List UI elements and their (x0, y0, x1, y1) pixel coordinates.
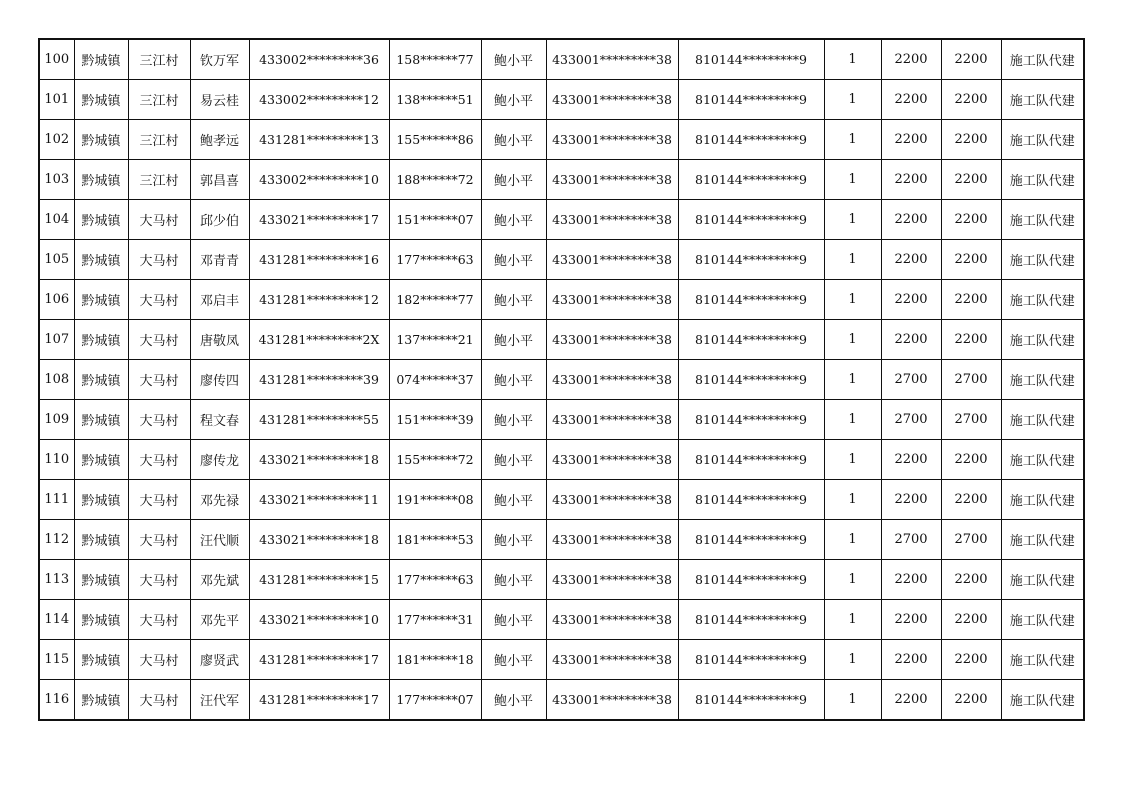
name-cell: 邓启丰 (190, 280, 249, 320)
construction-mode-cell: 施工队代建 (1001, 80, 1084, 120)
builder-name-cell: 鲍小平 (481, 640, 546, 680)
construction-mode-cell: 施工队代建 (1001, 600, 1084, 640)
village-cell: 大马村 (128, 640, 190, 680)
subsidy-amount-cell: 2200 (881, 440, 941, 480)
table-row (39, 240, 1084, 280)
construction-mode-cell: 施工队代建 (1001, 360, 1084, 400)
id-number-cell: 433002*********36 (249, 39, 389, 80)
phone-cell: 182******77 (389, 280, 481, 320)
village-cell: 大马村 (128, 680, 190, 721)
account-cell: 810144*********9 (678, 560, 824, 600)
builder-id-cell: 433001*********38 (546, 280, 678, 320)
data-table (38, 38, 1085, 721)
builder-name-cell: 鲍小平 (481, 280, 546, 320)
account-cell: 810144*********9 (678, 80, 824, 120)
builder-name-cell: 鲍小平 (481, 360, 546, 400)
builder-name-cell: 鲍小平 (481, 600, 546, 640)
account-cell: 810144*********9 (678, 400, 824, 440)
phone-cell: 158******77 (389, 39, 481, 80)
account-cell: 810144*********9 (678, 520, 824, 560)
seq-cell: 116 (39, 680, 74, 721)
id-number-cell: 431281*********17 (249, 680, 389, 721)
name-cell: 汪代军 (190, 680, 249, 721)
builder-name-cell: 鲍小平 (481, 200, 546, 240)
town-cell: 黔城镇 (74, 640, 128, 680)
subsidy-amount-cell: 2200 (881, 39, 941, 80)
id-number-cell: 431281*********55 (249, 400, 389, 440)
table-row (39, 200, 1084, 240)
name-cell: 邓先禄 (190, 480, 249, 520)
quantity-cell: 1 (824, 360, 881, 400)
builder-name-cell: 鲍小平 (481, 520, 546, 560)
builder-id-cell: 433001*********38 (546, 480, 678, 520)
construction-mode-cell: 施工队代建 (1001, 39, 1084, 80)
village-cell: 大马村 (128, 200, 190, 240)
total-amount-cell: 2200 (941, 160, 1001, 200)
total-amount-cell: 2700 (941, 400, 1001, 440)
phone-cell: 177******63 (389, 240, 481, 280)
village-cell: 三江村 (128, 120, 190, 160)
total-amount-cell: 2200 (941, 480, 1001, 520)
subsidy-amount-cell: 2200 (881, 560, 941, 600)
phone-cell: 191******08 (389, 480, 481, 520)
construction-mode-cell: 施工队代建 (1001, 280, 1084, 320)
id-number-cell: 433021*********10 (249, 600, 389, 640)
quantity-cell: 1 (824, 200, 881, 240)
seq-cell: 111 (39, 480, 74, 520)
builder-name-cell: 鲍小平 (481, 320, 546, 360)
id-number-cell: 431281*********12 (249, 280, 389, 320)
seq-cell: 102 (39, 120, 74, 160)
phone-cell: 074******37 (389, 360, 481, 400)
quantity-cell: 1 (824, 560, 881, 600)
phone-cell: 138******51 (389, 80, 481, 120)
quantity-cell: 1 (824, 80, 881, 120)
phone-cell: 155******86 (389, 120, 481, 160)
town-cell: 黔城镇 (74, 480, 128, 520)
name-cell: 郭昌喜 (190, 160, 249, 200)
construction-mode-cell: 施工队代建 (1001, 520, 1084, 560)
phone-cell: 137******21 (389, 320, 481, 360)
construction-mode-cell: 施工队代建 (1001, 440, 1084, 480)
builder-id-cell: 433001*********38 (546, 160, 678, 200)
total-amount-cell: 2700 (941, 520, 1001, 560)
construction-mode-cell: 施工队代建 (1001, 480, 1084, 520)
builder-id-cell: 433001*********38 (546, 640, 678, 680)
builder-name-cell: 鲍小平 (481, 160, 546, 200)
quantity-cell: 1 (824, 280, 881, 320)
construction-mode-cell: 施工队代建 (1001, 400, 1084, 440)
account-cell: 810144*********9 (678, 360, 824, 400)
phone-cell: 177******31 (389, 600, 481, 640)
account-cell: 810144*********9 (678, 120, 824, 160)
account-cell: 810144*********9 (678, 440, 824, 480)
builder-id-cell: 433001*********38 (546, 360, 678, 400)
total-amount-cell: 2200 (941, 680, 1001, 721)
name-cell: 邓青青 (190, 240, 249, 280)
seq-cell: 103 (39, 160, 74, 200)
subsidy-amount-cell: 2200 (881, 480, 941, 520)
subsidy-amount-cell: 2200 (881, 640, 941, 680)
name-cell: 邓先平 (190, 600, 249, 640)
construction-mode-cell: 施工队代建 (1001, 560, 1084, 600)
subsidy-amount-cell: 2200 (881, 600, 941, 640)
quantity-cell: 1 (824, 680, 881, 721)
town-cell: 黔城镇 (74, 560, 128, 600)
phone-cell: 155******72 (389, 440, 481, 480)
quantity-cell: 1 (824, 640, 881, 680)
account-cell: 810144*********9 (678, 39, 824, 80)
builder-id-cell: 433001*********38 (546, 400, 678, 440)
seq-cell: 100 (39, 39, 74, 80)
quantity-cell: 1 (824, 120, 881, 160)
account-cell: 810144*********9 (678, 640, 824, 680)
document-sheet (38, 38, 1083, 721)
id-number-cell: 431281*********15 (249, 560, 389, 600)
seq-cell: 109 (39, 400, 74, 440)
total-amount-cell: 2200 (941, 280, 1001, 320)
subsidy-amount-cell: 2200 (881, 240, 941, 280)
town-cell: 黔城镇 (74, 160, 128, 200)
town-cell: 黔城镇 (74, 120, 128, 160)
id-number-cell: 433002*********12 (249, 80, 389, 120)
total-amount-cell: 2200 (941, 600, 1001, 640)
seq-cell: 108 (39, 360, 74, 400)
seq-cell: 105 (39, 240, 74, 280)
table-row (39, 400, 1084, 440)
table-row (39, 80, 1084, 120)
village-cell: 大马村 (128, 480, 190, 520)
town-cell: 黔城镇 (74, 280, 128, 320)
seq-cell: 112 (39, 520, 74, 560)
id-number-cell: 433021*********18 (249, 520, 389, 560)
builder-id-cell: 433001*********38 (546, 440, 678, 480)
table-row (39, 440, 1084, 480)
quantity-cell: 1 (824, 600, 881, 640)
subsidy-amount-cell: 2200 (881, 120, 941, 160)
table-row (39, 680, 1084, 721)
seq-cell: 106 (39, 280, 74, 320)
builder-name-cell: 鲍小平 (481, 440, 546, 480)
subsidy-amount-cell: 2200 (881, 200, 941, 240)
subsidy-amount-cell: 2200 (881, 280, 941, 320)
village-cell: 大马村 (128, 320, 190, 360)
seq-cell: 115 (39, 640, 74, 680)
name-cell: 易云桂 (190, 80, 249, 120)
name-cell: 邓先斌 (190, 560, 249, 600)
table-row (39, 520, 1084, 560)
construction-mode-cell: 施工队代建 (1001, 680, 1084, 721)
table-row (39, 560, 1084, 600)
account-cell: 810144*********9 (678, 240, 824, 280)
builder-id-cell: 433001*********38 (546, 600, 678, 640)
town-cell: 黔城镇 (74, 80, 128, 120)
account-cell: 810144*********9 (678, 320, 824, 360)
village-cell: 大马村 (128, 440, 190, 480)
id-number-cell: 431281*********17 (249, 640, 389, 680)
account-cell: 810144*********9 (678, 200, 824, 240)
village-cell: 大马村 (128, 240, 190, 280)
quantity-cell: 1 (824, 39, 881, 80)
construction-mode-cell: 施工队代建 (1001, 320, 1084, 360)
total-amount-cell: 2200 (941, 320, 1001, 360)
seq-cell: 101 (39, 80, 74, 120)
phone-cell: 188******72 (389, 160, 481, 200)
subsidy-amount-cell: 2200 (881, 160, 941, 200)
subsidy-amount-cell: 2200 (881, 80, 941, 120)
construction-mode-cell: 施工队代建 (1001, 640, 1084, 680)
town-cell: 黔城镇 (74, 360, 128, 400)
construction-mode-cell: 施工队代建 (1001, 200, 1084, 240)
builder-id-cell: 433001*********38 (546, 320, 678, 360)
total-amount-cell: 2700 (941, 360, 1001, 400)
builder-id-cell: 433001*********38 (546, 240, 678, 280)
total-amount-cell: 2200 (941, 640, 1001, 680)
phone-cell: 151******07 (389, 200, 481, 240)
table-row (39, 320, 1084, 360)
id-number-cell: 431281*********2X (249, 320, 389, 360)
table-body (39, 39, 1084, 720)
builder-id-cell: 433001*********38 (546, 200, 678, 240)
quantity-cell: 1 (824, 440, 881, 480)
quantity-cell: 1 (824, 520, 881, 560)
table-row (39, 640, 1084, 680)
table-row (39, 120, 1084, 160)
town-cell: 黔城镇 (74, 240, 128, 280)
village-cell: 大马村 (128, 520, 190, 560)
table-row (39, 39, 1084, 80)
subsidy-amount-cell: 2200 (881, 320, 941, 360)
name-cell: 唐敬凤 (190, 320, 249, 360)
builder-name-cell: 鲍小平 (481, 480, 546, 520)
village-cell: 大马村 (128, 600, 190, 640)
builder-name-cell: 鲍小平 (481, 120, 546, 160)
account-cell: 810144*********9 (678, 600, 824, 640)
total-amount-cell: 2200 (941, 120, 1001, 160)
builder-name-cell: 鲍小平 (481, 400, 546, 440)
id-number-cell: 433021*********18 (249, 440, 389, 480)
account-cell: 810144*********9 (678, 680, 824, 721)
name-cell: 程文春 (190, 400, 249, 440)
name-cell: 廖传四 (190, 360, 249, 400)
village-cell: 三江村 (128, 160, 190, 200)
subsidy-amount-cell: 2700 (881, 400, 941, 440)
subsidy-amount-cell: 2200 (881, 680, 941, 721)
builder-name-cell: 鲍小平 (481, 39, 546, 80)
town-cell: 黔城镇 (74, 39, 128, 80)
id-number-cell: 431281*********39 (249, 360, 389, 400)
account-cell: 810144*********9 (678, 160, 824, 200)
table-row (39, 160, 1084, 200)
phone-cell: 177******63 (389, 560, 481, 600)
town-cell: 黔城镇 (74, 200, 128, 240)
id-number-cell: 433002*********10 (249, 160, 389, 200)
seq-cell: 114 (39, 600, 74, 640)
builder-name-cell: 鲍小平 (481, 80, 546, 120)
builder-name-cell: 鲍小平 (481, 560, 546, 600)
name-cell: 汪代顺 (190, 520, 249, 560)
builder-id-cell: 433001*********38 (546, 80, 678, 120)
total-amount-cell: 2200 (941, 440, 1001, 480)
town-cell: 黔城镇 (74, 440, 128, 480)
builder-id-cell: 433001*********38 (546, 39, 678, 80)
table-row (39, 360, 1084, 400)
subsidy-amount-cell: 2700 (881, 520, 941, 560)
quantity-cell: 1 (824, 160, 881, 200)
town-cell: 黔城镇 (74, 520, 128, 560)
account-cell: 810144*********9 (678, 280, 824, 320)
total-amount-cell: 2200 (941, 200, 1001, 240)
village-cell: 大马村 (128, 560, 190, 600)
quantity-cell: 1 (824, 400, 881, 440)
builder-id-cell: 433001*********38 (546, 560, 678, 600)
village-cell: 大马村 (128, 360, 190, 400)
table-row (39, 280, 1084, 320)
total-amount-cell: 2200 (941, 240, 1001, 280)
name-cell: 鲍孝远 (190, 120, 249, 160)
construction-mode-cell: 施工队代建 (1001, 240, 1084, 280)
phone-cell: 181******18 (389, 640, 481, 680)
village-cell: 三江村 (128, 80, 190, 120)
total-amount-cell: 2200 (941, 560, 1001, 600)
quantity-cell: 1 (824, 480, 881, 520)
id-number-cell: 431281*********16 (249, 240, 389, 280)
village-cell: 三江村 (128, 39, 190, 80)
seq-cell: 113 (39, 560, 74, 600)
id-number-cell: 431281*********13 (249, 120, 389, 160)
construction-mode-cell: 施工队代建 (1001, 160, 1084, 200)
phone-cell: 181******53 (389, 520, 481, 560)
seq-cell: 110 (39, 440, 74, 480)
account-cell: 810144*********9 (678, 480, 824, 520)
builder-name-cell: 鲍小平 (481, 240, 546, 280)
seq-cell: 104 (39, 200, 74, 240)
village-cell: 大马村 (128, 400, 190, 440)
seq-cell: 107 (39, 320, 74, 360)
subsidy-amount-cell: 2700 (881, 360, 941, 400)
phone-cell: 151******39 (389, 400, 481, 440)
id-number-cell: 433021*********11 (249, 480, 389, 520)
construction-mode-cell: 施工队代建 (1001, 120, 1084, 160)
phone-cell: 177******07 (389, 680, 481, 721)
name-cell: 钦万军 (190, 39, 249, 80)
town-cell: 黔城镇 (74, 400, 128, 440)
town-cell: 黔城镇 (74, 320, 128, 360)
town-cell: 黔城镇 (74, 680, 128, 721)
name-cell: 邱少伯 (190, 200, 249, 240)
town-cell: 黔城镇 (74, 600, 128, 640)
village-cell: 大马村 (128, 280, 190, 320)
id-number-cell: 433021*********17 (249, 200, 389, 240)
builder-id-cell: 433001*********38 (546, 120, 678, 160)
name-cell: 廖贤武 (190, 640, 249, 680)
table-row (39, 480, 1084, 520)
builder-name-cell: 鲍小平 (481, 680, 546, 721)
quantity-cell: 1 (824, 240, 881, 280)
total-amount-cell: 2200 (941, 80, 1001, 120)
total-amount-cell: 2200 (941, 39, 1001, 80)
name-cell: 廖传龙 (190, 440, 249, 480)
table-row (39, 600, 1084, 640)
builder-id-cell: 433001*********38 (546, 520, 678, 560)
quantity-cell: 1 (824, 320, 881, 360)
builder-id-cell: 433001*********38 (546, 680, 678, 721)
